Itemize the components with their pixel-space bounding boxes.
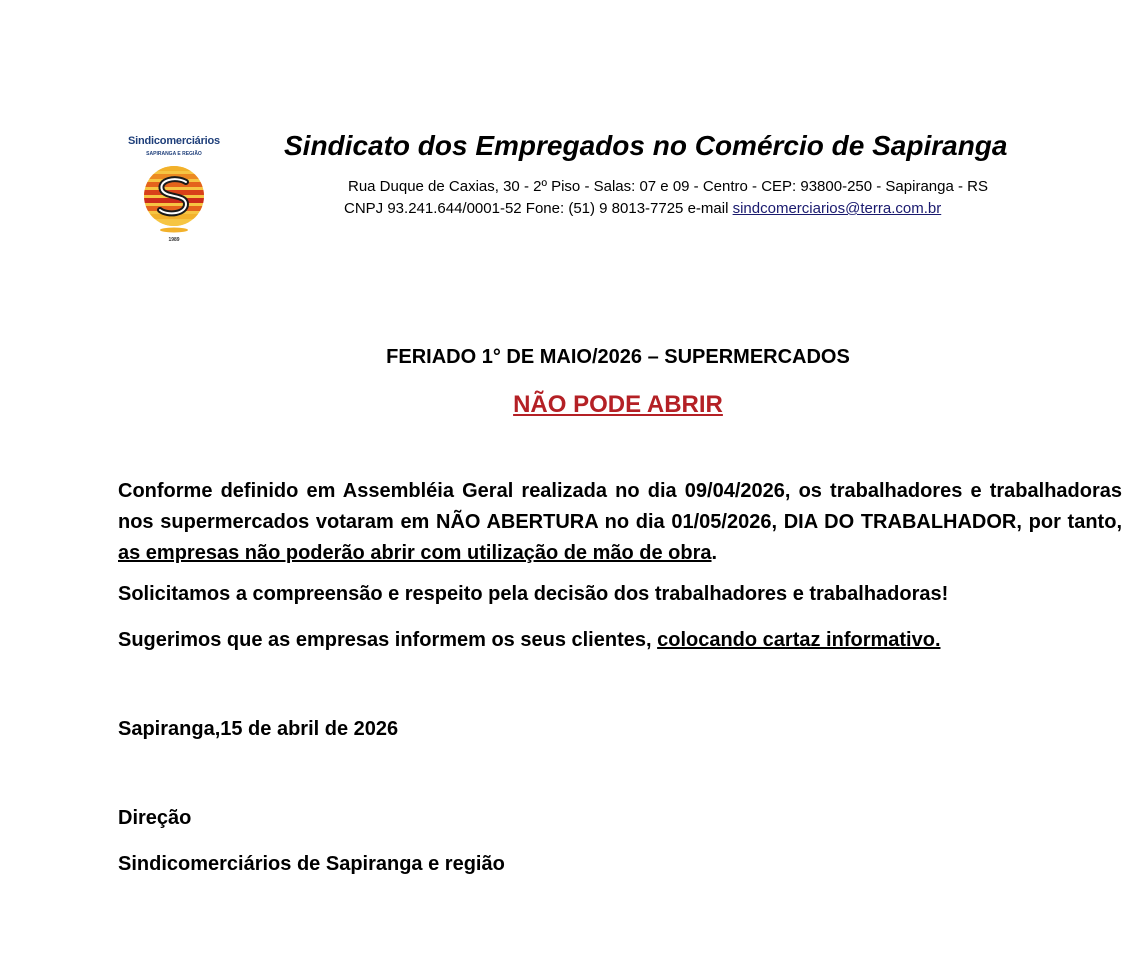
paragraph-assembly-end: .: [711, 542, 718, 564]
paragraph-assembly: [118, 476, 1122, 569]
paragraph-request: Solicitamos a compreensão e respeito pela decisão dos trabalhadores e trabalhadoras!: [118, 583, 949, 605]
globe-logo-icon: [140, 160, 208, 234]
logo-text: Sindicomerciários: [128, 135, 220, 147]
paragraph-assembly-underlined: as empresas não poderão abrir com utilização de mão de obra: [118, 542, 712, 564]
logo-year: 1989: [168, 237, 180, 243]
paragraph-suggestion-underlined: colocando cartaz informativo.: [657, 629, 941, 651]
logo-subtext: SAPIRANGA E REGIÃO: [146, 151, 202, 157]
contact-info: CNPJ 93.241.644/0001-52 Fone: (51) 9 8013-7725 e-mail: [344, 200, 733, 217]
notice-title: FERIADO 1° DE MAIO/2026 – SUPERMERCADOS: [386, 346, 850, 368]
notice-alert: NÃO PODE ABRIR: [513, 391, 723, 418]
paragraph-assembly-text: Conforme definido em Assembléia Geral realizada no dia 09/04/2026, os trabalhadores e trabalhadoras nos supermercados votaram em NÃO ABERTURA no dia 01/05/2026, DIA DO TRABALHADOR, por tanto,: [118, 480, 1122, 533]
document-date: Sapiranga,15 de abril de 2026: [118, 718, 399, 740]
contact-line: [344, 200, 941, 217]
signature-role: Direção: [118, 807, 192, 829]
address-line: Rua Duque de Caxias, 30 - 2º Piso - Salas: 07 e 09 - Centro - CEP: 93800-250 - Sapiranga - RS: [348, 178, 988, 195]
signature-org: Sindicomerciários de Sapiranga e região: [118, 853, 505, 875]
org-title: Sindicato dos Empregados no Comércio de Sapiranga: [284, 130, 1008, 161]
email-link[interactable]: sindcomerciarios@terra.com.br: [732, 200, 942, 217]
paragraph-suggestion: [118, 625, 1122, 656]
paragraph-suggestion-text: Sugerimos que as empresas informem os seus clientes,: [118, 629, 658, 651]
union-logo: [118, 132, 230, 250]
